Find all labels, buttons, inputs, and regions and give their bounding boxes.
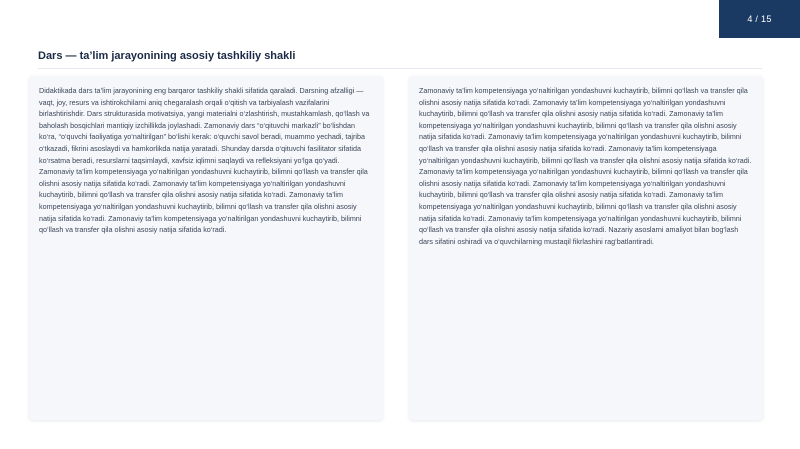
left-text-card: [29, 76, 383, 420]
right-text-card: [409, 76, 763, 420]
page-indicator: [719, 0, 800, 38]
left-paragraph: Didaktikada dars ta’lim jarayonining eng barqaror tashkiliy shakli sifatida qaraladi. Darsning afzalligi — vaqt, joy, resurs va ishtirokchilarni aniq chegaralash orqali o‘qitish va tarbiyalash vazifalarini birlashtirishdir. Dars strukturasida motivatsiya, yangi materialni o‘zlashtirish, mustahkamlash, qo‘llash va baholash bosqichlari mantiqiy izchillikda joylashadi. Zamonaviy dars “o‘qituvchi markazli” bo‘lishdan ko‘ra, “o‘quvchi faoliyatiga yo‘naltirilgan” bo‘lishi kerak: o‘quvchi savol beradi, muammo yechadi, tajriba o‘tkazadi, fikrini asoslaydi va hamkorlikda natija yaratadi. Shunday darsda o‘qituvchi fasilitator sifatida ko‘rsatma beradi, resurslarni taqsimlaydi, xavfsiz iqlimni saqlaydi va refleksiyani yo‘lga qo‘yadi. Zamonaviy ta’lim kompetensiyaga yo‘naltirilgan yondashuvni kuchaytirib, bilimni qo‘llash va transfer qila olishni asosiy natija sifatida ko‘radi. Zamonaviy ta’lim kompetensiyaga yo‘naltirilgan yondashuvni kuchaytirib, bilimni qo‘llash va transfer qila olishni asosiy natija sifatida ko‘radi. Zamonaviy ta’lim kompetensiyaga yo‘naltirilgan yondashuvni kuchaytirib, bilimni qo‘llash va transfer qila olishni asosiy natija sifatida ko‘radi. Zamonaviy ta’lim kompetensiyaga yo‘naltirilgan yondashuvni kuchaytirib, bilimni qo‘llash va transfer qila olishni asosiy natija sifatida ko‘radi.: [39, 86, 370, 235]
title-divider: [38, 68, 762, 69]
slide-title: Dars — ta’lim jarayonining asosiy tashkiliy shakli: [38, 50, 296, 62]
page-number: 4 / 15: [747, 14, 772, 24]
right-paragraph: Zamonaviy ta’lim kompetensiyaga yo‘naltirilgan yondashuvni kuchaytirib, bilimni qo‘llash va transfer qila olishni asosiy natija sifatida ko‘radi. Zamonaviy ta’lim kompetensiyaga yo‘naltirilgan yondashuvni kuchaytirib, bilimni qo‘llash va transfer qila olishni asosiy natija sifatida ko‘radi. Zamonaviy ta’lim kompetensiyaga yo‘naltirilgan yondashuvni kuchaytirib, bilimni qo‘llash va transfer qila olishni asosiy natija sifatida ko‘radi. Zamonaviy ta’lim kompetensiyaga yo‘naltirilgan yondashuvni kuchaytirib, bilimni qo‘llash va transfer qila olishni asosiy natija sifatida ko‘radi. Zamonaviy ta’lim kompetensiyaga yo‘naltirilgan yondashuvni kuchaytirib, bilimni qo‘llash va transfer qila olishni asosiy natija sifatida ko‘radi. Zamonaviy ta’lim kompetensiyaga yo‘naltirilgan yondashuvni kuchaytirib, bilimni qo‘llash va transfer qila olishni asosiy natija sifatida ko‘radi. Zamonaviy ta’lim kompetensiyaga yo‘naltirilgan yondashuvni kuchaytirib, bilimni qo‘llash va transfer qila olishni asosiy natija sifatida ko‘radi. Zamonaviy ta’lim kompetensiyaga yo‘naltirilgan yondashuvni kuchaytirib, bilimni qo‘llash va transfer qila olishni asosiy natija sifatida ko‘radi. Zamonaviy ta’lim kompetensiyaga yo‘naltirilgan yondashuvni kuchaytirib, bilimni qo‘llash va transfer qila olishni asosiy natija sifatida ko‘radi. Nazariy asoslarni amaliyot bilan bog‘lash dars sifatini oshiradi va o‘quvchilarning mustaqil fikrlashini rag‘batlantiradi.: [419, 86, 752, 246]
